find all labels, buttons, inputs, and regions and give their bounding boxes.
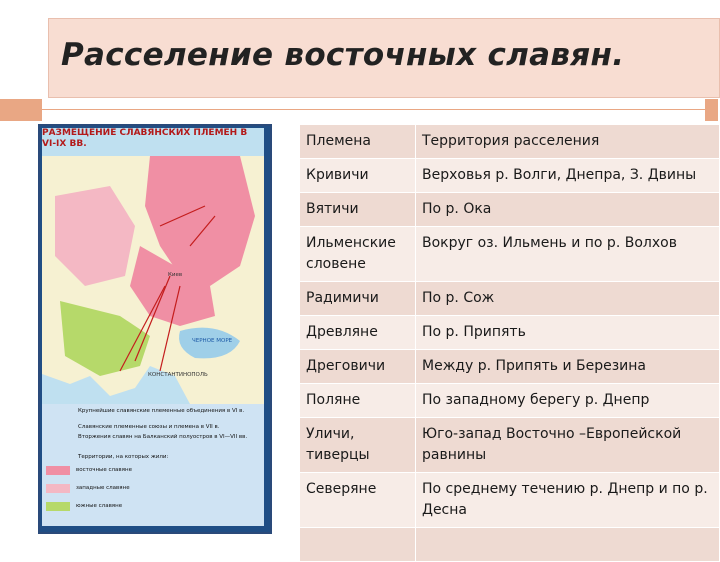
title-box [48,18,720,98]
territory-cell: По западному берегу р. Днепр [416,384,720,418]
table-row [300,282,720,316]
black-sea-label: ЧЕРНОЕ МОРЕ [192,338,233,344]
table-row [300,384,720,418]
divider-accent-left [0,99,42,121]
table-row [300,418,720,473]
table-row [300,350,720,384]
slide-title: Расселение восточных славян. [61,37,625,73]
territory-cell: Юго-запад Восточно –Европейской равнины [416,418,720,473]
legend-territories-header: Территории, на которых жили: [78,454,169,460]
divider-line [42,109,718,110]
tribe-cell: Северяне [300,473,416,528]
legend-item-3: Вторжения славян на Балканский полуостров в VI—VII вв. [78,434,248,440]
table-row [300,316,720,350]
legend-swatch-west [46,484,70,493]
territory-cell: По среднему течению р. Днепр и по р. Десна [416,473,720,528]
table-row-empty [300,528,720,562]
tribe-cell: Поляне [300,384,416,418]
territory-cell: По р. Сож [416,282,720,316]
tribe-cell: Ильменские словене [300,227,416,282]
table-row [300,159,720,193]
table-header-row [300,125,720,159]
legend-swatch-south [46,502,70,511]
tribe-cell: Дреговичи [300,350,416,384]
table-row [300,227,720,282]
map-image [38,124,272,534]
map-legend [42,404,264,526]
tribe-cell: Радимичи [300,282,416,316]
territory-cell: Вокруг оз. Ильмень и по р. Волхов [416,227,720,282]
territory-cell: По р. Ока [416,193,720,227]
territory-cell: Верховья р. Волги, Днепра, З. Двины [416,159,720,193]
legend-label-south: южные славяне [76,503,123,509]
header-cell-tribes: Племена [300,125,416,159]
kiev-label: Киев [168,272,183,278]
tribe-cell: Кривичи [300,159,416,193]
territory-cell: По р. Припять [416,316,720,350]
territory-cell: Между р. Припять и Березина [416,350,720,384]
tribes-table [299,124,720,562]
legend-label-west: западные славяне [76,485,130,491]
map-title: РАЗМЕЩЕНИЕ СЛАВЯНСКИХ ПЛЕМЕН В VI-IX ВВ. [42,128,248,149]
tribe-cell: Уличи, тиверцы [300,418,416,473]
tribe-cell: Вятичи [300,193,416,227]
table-row [300,473,720,528]
legend-item-2: Славянские племенные союзы и племена в VII в. [78,424,220,430]
territory-cell [416,528,720,562]
legend-label-east: восточные славяне [76,467,132,473]
table-row [300,193,720,227]
divider-accent-right [705,99,718,121]
legend-item-1: Крупнейшие славянские племенные объединения в VI в. [78,408,245,414]
legend-swatch-east [46,466,70,475]
constantinople-label: КОНСТАНТИНОПОЛЬ [148,372,208,378]
tribe-cell: Древляне [300,316,416,350]
header-cell-territory: Территория расселения [416,125,720,159]
tribe-cell [300,528,416,562]
